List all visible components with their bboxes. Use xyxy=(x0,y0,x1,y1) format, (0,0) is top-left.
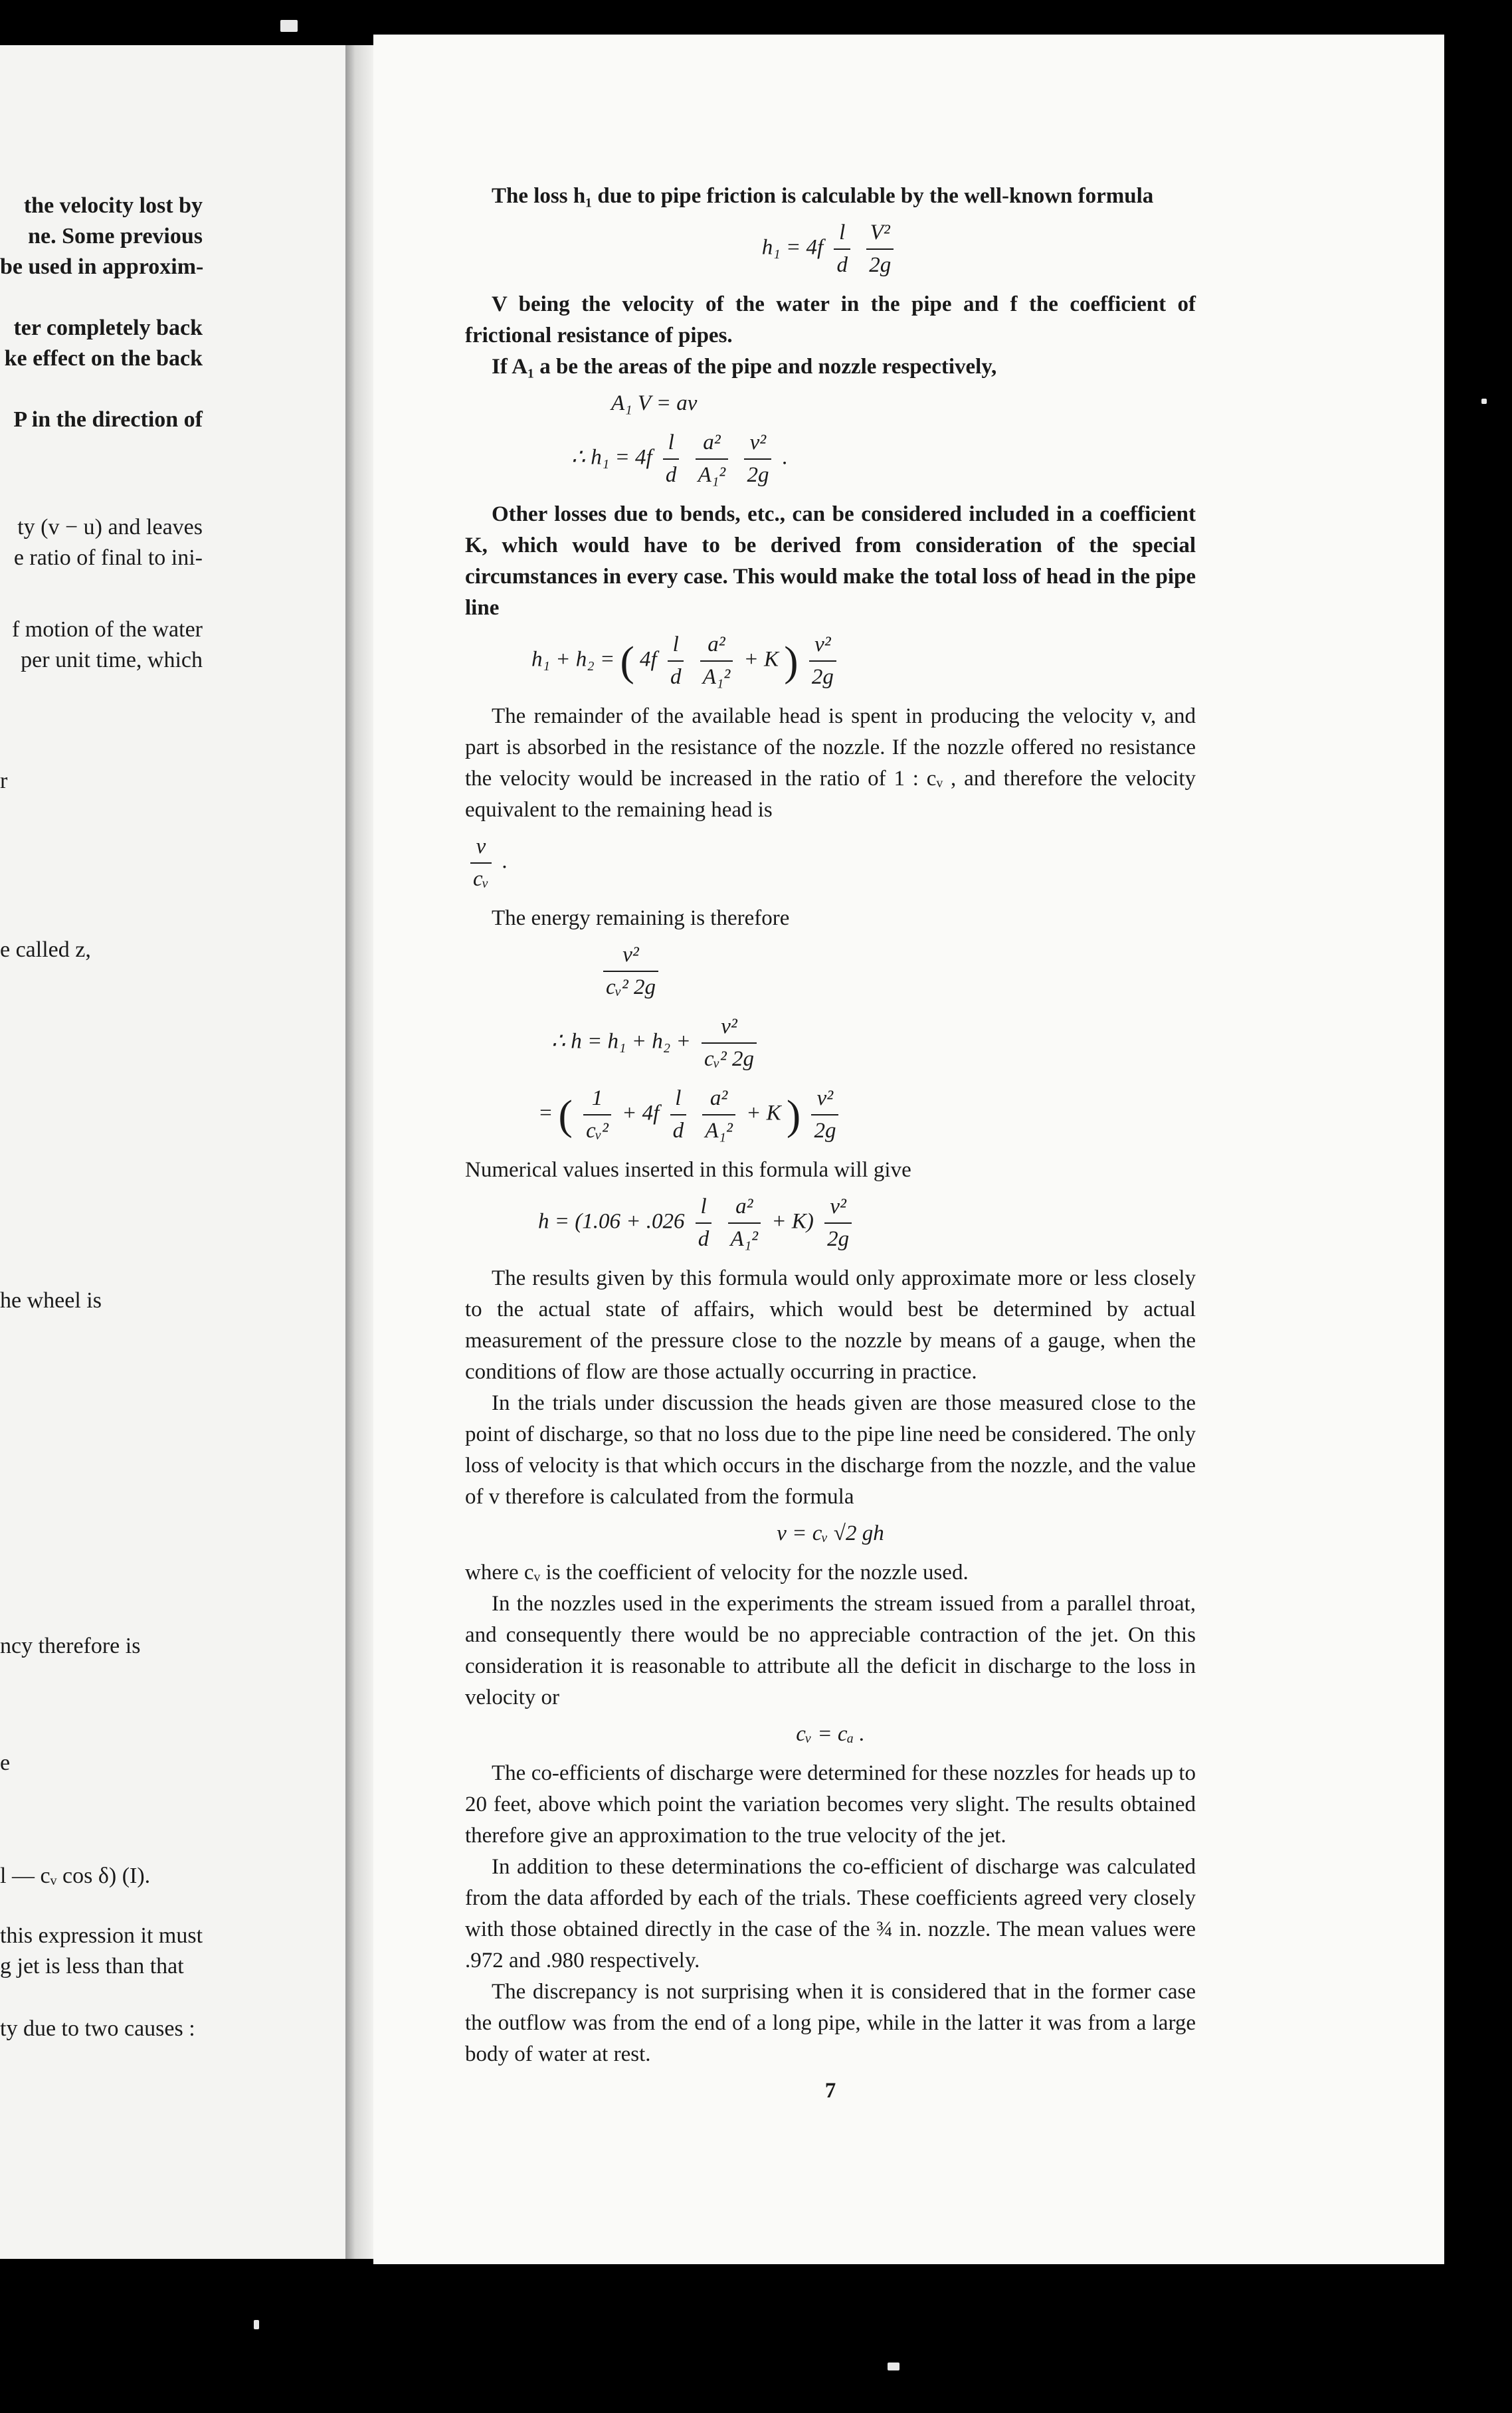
equation-term: ∴ h = h₁ + h₂ + xyxy=(551,1029,691,1054)
equation xyxy=(465,1083,1196,1147)
numerator: l xyxy=(668,629,684,662)
paragraph: If A₁ a be the areas of the pipe and nozzle respectively, xyxy=(492,355,997,379)
equation-term: h₁ = 4f xyxy=(761,235,824,260)
denominator: 2g xyxy=(747,463,769,487)
equation xyxy=(465,1011,1196,1075)
equation-paren: ( xyxy=(620,637,634,685)
left-facing-page xyxy=(0,45,347,2259)
left-fragment: f motion of the water xyxy=(11,617,203,642)
equation xyxy=(465,427,1196,491)
equation xyxy=(465,939,1196,1003)
numerator: v² xyxy=(809,629,836,662)
equation-term: + K xyxy=(743,647,779,672)
numerator: l xyxy=(663,427,680,460)
right-page xyxy=(373,35,1444,2264)
fraction xyxy=(700,629,733,693)
paragraph: In the trials under discussion the heads given are those measured close to the point of discharge, so that no loss due to the pipe line need be considered. The only loss of velocity is that which occurs in the discharge from the nozzle, and the value of v therefore is calculated from the formula xyxy=(465,1391,1196,1509)
numerator: 1 xyxy=(583,1083,611,1115)
left-fragment: e called z, xyxy=(0,937,91,962)
left-fragment: l — cᵥ cos δ) (I). xyxy=(0,1864,151,1888)
equation-paren: ) xyxy=(786,1091,801,1139)
left-fragment: e xyxy=(0,1751,11,1775)
left-fragment: ty due to two causes : xyxy=(0,2016,195,2041)
left-fragment: P in the direction of xyxy=(13,407,203,432)
numerator: l xyxy=(670,1083,687,1115)
equation-term: h₁ + h₂ = xyxy=(531,647,620,672)
numerator: l xyxy=(696,1191,712,1224)
numerator: V² xyxy=(866,217,894,250)
denominator: d xyxy=(836,253,848,277)
numerator: v xyxy=(470,831,492,864)
paragraph: The results given by this formula would only approximate more or less closely to the actual state of affairs, which would best be determined by actual measurement of the pressure close to the nozzle by means of a gauge, when the conditions of flow are those actually occurring in practice. xyxy=(465,1266,1196,1384)
numerator: v² xyxy=(811,1083,838,1115)
numerator: a² xyxy=(696,427,729,460)
paragraph: The loss h₁ due to pipe friction is calculable by the well-known formula xyxy=(492,184,1154,208)
left-fragment: he wheel is xyxy=(0,1288,102,1313)
denominator: d xyxy=(665,463,677,487)
paragraph: The energy remaining is therefore xyxy=(492,906,790,930)
paragraph: In addition to these determinations the co-efficient of discharge was calculated from the data afforded by each of the trials. These coefficients agreed very closely with those obtained directly in the case of the ¾ in. nozzle. The mean values were .972 and .980 respectively. xyxy=(465,1855,1196,1973)
left-fragment: per unit time, which xyxy=(21,648,203,672)
left-fragment: this expression it must xyxy=(0,1923,203,1948)
numerator: v² xyxy=(603,939,658,972)
scan-speck xyxy=(1481,399,1487,404)
scan-speck xyxy=(254,2320,259,2329)
scan-speck xyxy=(888,2363,899,2370)
fraction xyxy=(668,629,684,693)
left-fragment: ncy therefore is xyxy=(0,1634,141,1658)
numerator: l xyxy=(834,217,850,250)
denominator: cᵥ² 2g xyxy=(704,1047,755,1071)
numerator: v² xyxy=(744,427,771,460)
numerator: a² xyxy=(728,1191,761,1224)
left-fragment: ter completely back xyxy=(13,316,203,340)
equation-term: 4f xyxy=(640,647,657,672)
denominator: cᵥ² 2g xyxy=(606,975,656,999)
left-fragment: ne. Some previous xyxy=(28,224,203,248)
numerator: a² xyxy=(700,629,733,662)
denominator: d xyxy=(670,665,682,689)
denominator: 2g xyxy=(811,665,834,689)
fraction xyxy=(834,217,850,281)
page-number: 7 xyxy=(824,2079,836,2103)
denominator: A₁² xyxy=(730,1227,759,1251)
denominator: A₁² xyxy=(698,463,726,487)
equation: v = cᵥ √2 gh xyxy=(777,1521,884,1545)
fraction xyxy=(583,1083,611,1147)
paragraph: The co-efficients of discharge were determined for these nozzles for heads up to 20 feet, above which point the variation becomes very slight. The results obtained therefore give an approximation to the true velocity of the jet. xyxy=(465,1761,1196,1848)
fraction xyxy=(470,831,492,895)
fraction xyxy=(744,427,771,491)
scan-speck xyxy=(280,20,298,32)
equation-term: . xyxy=(782,445,788,470)
paragraph: Numerical values inserted in this formula will give xyxy=(465,1158,911,1182)
equation-term: = xyxy=(538,1101,553,1125)
numerator: a² xyxy=(702,1083,735,1115)
paragraph: The discrepancy is not surprising when it is considered that in the former case the outflow was from the end of a long pipe, while in the latter it was from a large body of water at rest. xyxy=(465,1980,1196,2066)
equation-term: h = (1.06 + .026 xyxy=(538,1209,685,1234)
fraction xyxy=(702,1011,757,1075)
fraction xyxy=(663,427,680,491)
denominator: cᵥ xyxy=(473,867,489,891)
fraction xyxy=(603,939,658,1003)
fraction xyxy=(866,217,894,281)
denominator: 2g xyxy=(814,1119,836,1143)
numerator: v² xyxy=(824,1191,852,1224)
paragraph: The remainder of the available head is spent in producing the velocity v, and part is absorbed in the resistance of the nozzle. If the nozzle offered no resistance the velocity would be increased in the ratio of 1 : cᵥ , and therefore the velocity equivalent to the remaining head is xyxy=(465,704,1196,822)
denominator: d xyxy=(672,1119,684,1143)
equation-term: + K) xyxy=(771,1209,814,1234)
denominator: 2g xyxy=(869,253,892,277)
equation xyxy=(465,217,1196,281)
left-fragment: r xyxy=(0,769,8,793)
left-fragment: ke effect on the back xyxy=(4,346,203,371)
left-fragment: the velocity lost by xyxy=(23,193,203,218)
denominator: d xyxy=(698,1227,709,1251)
fraction xyxy=(702,1083,735,1147)
equation-paren: ) xyxy=(784,637,799,685)
fraction xyxy=(824,1191,852,1255)
text-column xyxy=(465,181,1196,2107)
left-fragment: e ratio of final to ini- xyxy=(13,545,203,570)
equation xyxy=(465,629,1196,693)
fraction xyxy=(696,427,729,491)
paragraph: Other losses due to bends, etc., can be considered included in a coefficient K, which would have to be derived from consideration of the special circumstances in every case. This would make the total loss of head in the pipe line xyxy=(465,502,1196,620)
page-fold xyxy=(345,45,373,2259)
equation-term: + 4f xyxy=(622,1101,660,1125)
fraction xyxy=(728,1191,761,1255)
numerator: v² xyxy=(702,1011,757,1044)
equation: cᵥ = cₐ . xyxy=(796,1722,865,1746)
equation-term: + K xyxy=(746,1101,781,1125)
left-fragment: g jet is less than that xyxy=(0,1954,184,1979)
paragraph: In the nozzles used in the experiments the stream issued from a parallel throat, and consequently there would be no appreciable contraction of the jet. On this consideration it is reasonable to attribute all the deficit in discharge to the loss in velocity or xyxy=(465,1592,1196,1709)
left-fragment: ty (v − u) and leaves xyxy=(17,515,203,539)
equation-term: . xyxy=(502,849,508,874)
paragraph: V being the velocity of the water in the pipe and f the coefficient of frictional resistance of pipes. xyxy=(465,292,1196,347)
equation-paren: ( xyxy=(558,1091,573,1139)
fraction xyxy=(809,629,836,693)
equation xyxy=(465,831,1196,895)
paragraph: where cᵥ is the coefficient of velocity for the nozzle used. xyxy=(465,1561,969,1585)
fraction xyxy=(811,1083,838,1147)
fraction xyxy=(696,1191,712,1255)
equation: A₁ V = av xyxy=(611,391,698,415)
equation xyxy=(465,1191,1196,1255)
denominator: 2g xyxy=(827,1227,850,1251)
denominator: cᵥ² xyxy=(586,1119,609,1143)
denominator: A₁² xyxy=(702,665,731,689)
denominator: A₁² xyxy=(705,1119,733,1143)
left-fragment: be used in approxim- xyxy=(0,254,204,279)
equation-term: ∴ h₁ = 4f xyxy=(571,445,652,470)
fraction xyxy=(670,1083,687,1147)
